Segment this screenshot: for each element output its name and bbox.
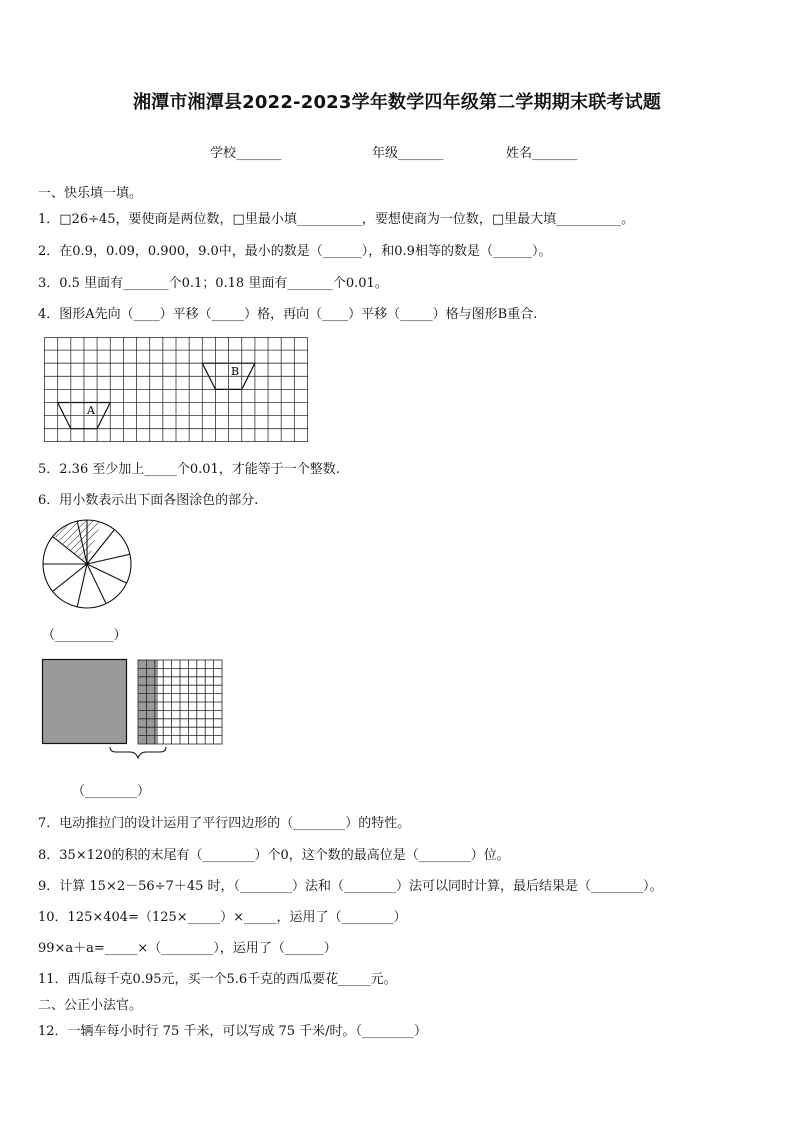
grid-lines xyxy=(44,337,308,442)
question-7: 7．电动推拉门的设计运用了平行四边形的（________）的特性。 xyxy=(38,816,411,831)
school-field-label: 学校_______ xyxy=(210,146,282,161)
shaded-circle-figure xyxy=(40,517,134,611)
question-11: 11．西瓜每千克0.95元，买一个5.6千克的西瓜要花_____元。 xyxy=(38,972,397,987)
question-4: 4．图形A先向（____）平移（_____）格，再向（____）平移（_____）格与图形B重合. xyxy=(38,307,538,322)
shaded-sectors xyxy=(53,520,101,564)
question-10a: 10．125×404=（125×_____）×_____，运用了（________） xyxy=(38,910,407,925)
section-heading-1: 一、快乐填一填。 xyxy=(38,186,143,201)
question-3: 3．0.5 里面有_______个0.1；0.18 里面有_______个0.01。 xyxy=(38,276,388,291)
brace xyxy=(110,747,166,758)
question-10b: 99×a＋a=_____×（________），运用了（______） xyxy=(38,941,337,956)
decimal-squares-figure xyxy=(40,657,226,763)
q6-answer-2: （________） xyxy=(72,784,151,799)
q6-answer-1: （_________） xyxy=(42,628,127,643)
label-a: A xyxy=(87,404,95,417)
question-8: 8．35×120的积的末尾有（________）个0，这个数的最高位是（________）位。 xyxy=(38,848,510,863)
grade-field-label: 年级_______ xyxy=(372,146,444,161)
name-field-label: 姓名_______ xyxy=(506,146,578,161)
circle-divisions xyxy=(43,520,131,608)
full-shaded-square xyxy=(43,660,127,744)
translation-grid-figure xyxy=(44,337,310,443)
question-1: 1．□26÷45，要使商是两位数，□里最小填__________，要想使商为一位数，□里最大填__________。 xyxy=(38,212,635,227)
label-b: B xyxy=(231,365,240,378)
question-9: 9．计算 15×2－56÷7＋45 时，（________）法和（________）法可以同时计算，最后结果是（________）。 xyxy=(38,879,663,894)
question-5: 5．2.36 至少加上_____个0.01，才能等于一个整数. xyxy=(38,462,340,477)
question-2: 2．在0.9，0.09，0.900，9.0中，最小的数是（______），和0.9相等的数是（______）。 xyxy=(38,244,552,259)
section-heading-2: 二、公正小法官。 xyxy=(38,998,143,1013)
question-6: 6．用小数表示出下面各图涂色的部分. xyxy=(38,493,259,508)
page-title: 湘潭市湘潭县2022-2023学年数学四年级第二学期期末联考试题 xyxy=(132,92,662,113)
question-12: 12．一辆车每小时行 75 千米，可以写成 75 千米/时。（________） xyxy=(38,1024,428,1039)
